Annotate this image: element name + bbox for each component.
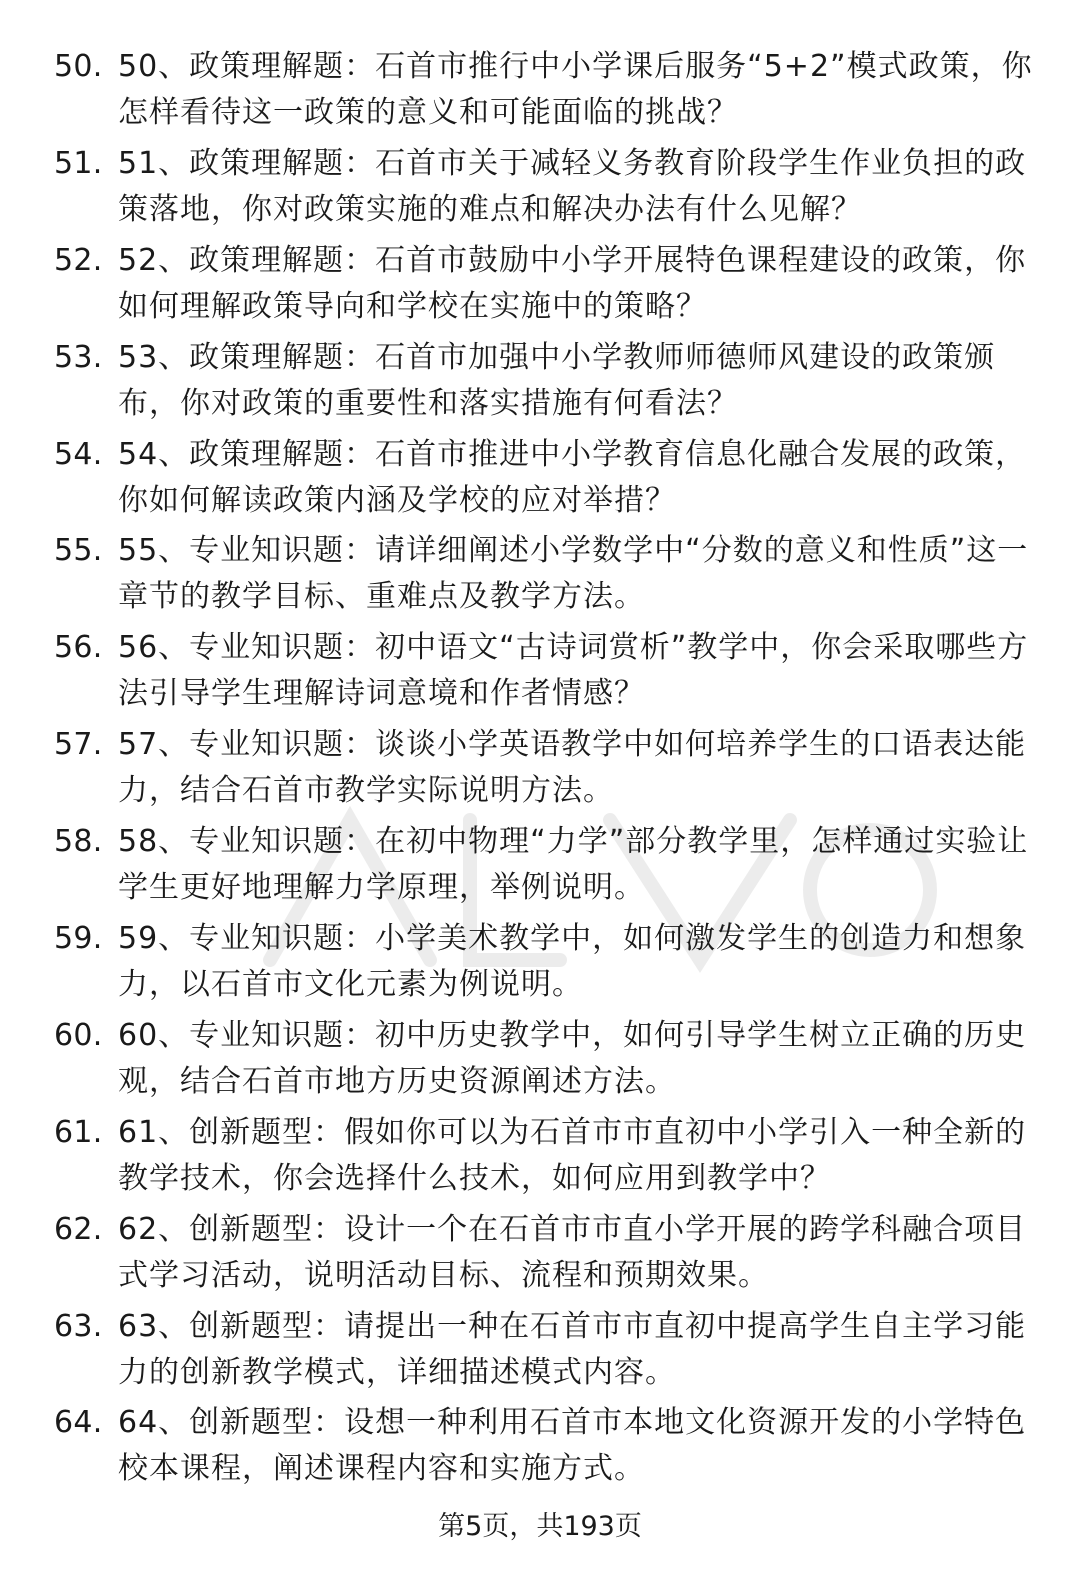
question-number: 51. [54, 145, 103, 181]
question-text: 60、专业知识题：初中历史教学中，如何引导学生树立正确的历史观，结合石首市地方历史资源阐述方法。 [118, 1017, 1027, 1099]
question-text: 61、创新题型：假如你可以为石首市市直初中小学引入一种全新的教学技术，你会选择什么技术，如何应用到教学中？ [118, 1114, 1027, 1196]
page-footer [0, 1507, 1080, 1547]
question-text: 62、创新题型：设计一个在石首市市直小学开展的跨学科融合项目式学习活动，说明活动目标、流程和预期效果。 [118, 1211, 1027, 1293]
question-text: 63、创新题型：请提出一种在石首市市直初中提高学生自主学习能力的创新教学模式，详细描述模式内容。 [118, 1308, 1027, 1390]
question-item [0, 432, 1080, 529]
question-text: 55、专业知识题：请详细阐述小学数学中“分数的意义和性质”这一章节的教学目标、重难点及教学方法。 [118, 533, 1029, 615]
question-item [0, 625, 1080, 722]
question-item [0, 1013, 1080, 1110]
question-number: 56. [54, 630, 103, 666]
question-number: 59. [54, 921, 103, 957]
question-item [0, 1110, 1080, 1207]
question-item [0, 819, 1080, 916]
question-number: 63. [54, 1308, 103, 1344]
question-number: 60. [54, 1017, 103, 1053]
question-number: 55. [54, 533, 103, 569]
question-text: 54、政策理解题：石首市推进中小学教育信息化融合发展的政策，你如何解读政策内涵及学校的应对举措？ [118, 436, 1027, 518]
question-list [0, 44, 1080, 1497]
question-number: 50. [54, 49, 103, 84]
question-number: 58. [54, 824, 103, 860]
question-item [0, 1400, 1080, 1497]
question-item [0, 1304, 1080, 1401]
question-text: 53、政策理解题：石首市加强中小学教师师德师风建设的政策颁布，你对政策的重要性和落实措施有何看法？ [118, 339, 996, 421]
question-number: 64. [54, 1405, 103, 1441]
question-item [0, 722, 1080, 819]
question-item [0, 916, 1080, 1013]
question-number: 53. [54, 339, 103, 375]
question-item [0, 44, 1080, 141]
question-text: 52、政策理解题：石首市鼓励中小学开展特色课程建设的政策，你如何理解政策导向和学校在实施中的策略？ [118, 242, 1027, 324]
question-item [0, 335, 1080, 432]
question-item [0, 141, 1080, 238]
question-number: 57. [54, 727, 103, 763]
question-text: 58、专业知识题：在初中物理“力学”部分教学里，怎样通过实验让学生更好地理解力学原理，举例说明。 [118, 824, 1029, 906]
question-text: 50、政策理解题：石首市推行中小学课后服务“5+2”模式政策，你怎样看待这一政策的意义和可能面临的挑战？ [118, 49, 1033, 130]
question-number: 52. [54, 242, 103, 278]
question-text: 64、创新题型：设想一种利用石首市本地文化资源开发的小学特色校本课程，阐述课程内容和实施方式。 [118, 1405, 1027, 1487]
question-item [0, 1207, 1080, 1304]
question-text: 57、专业知识题：谈谈小学英语教学中如何培养学生的口语表达能力，结合石首市教学实际说明方法。 [118, 727, 1027, 809]
question-text: 51、政策理解题：石首市关于减轻义务教育阶段学生作业负担的政策落地，你对政策实施的难点和解决办法有什么见解？ [118, 145, 1027, 227]
question-text: 59、专业知识题：小学美术教学中，如何激发学生的创造力和想象力，以石首市文化元素为例说明。 [118, 921, 1027, 1003]
question-item [0, 528, 1080, 625]
question-number: 62. [54, 1211, 103, 1247]
question-number: 54. [54, 436, 103, 472]
question-text: 56、专业知识题：初中语文“古诗词赏析”教学中，你会采取哪些方法引导学生理解诗词意境和作者情感？ [118, 630, 1029, 712]
question-number: 61. [54, 1114, 103, 1150]
question-item [0, 238, 1080, 335]
page-number-label: 第5页，共193页 [438, 1511, 642, 1542]
